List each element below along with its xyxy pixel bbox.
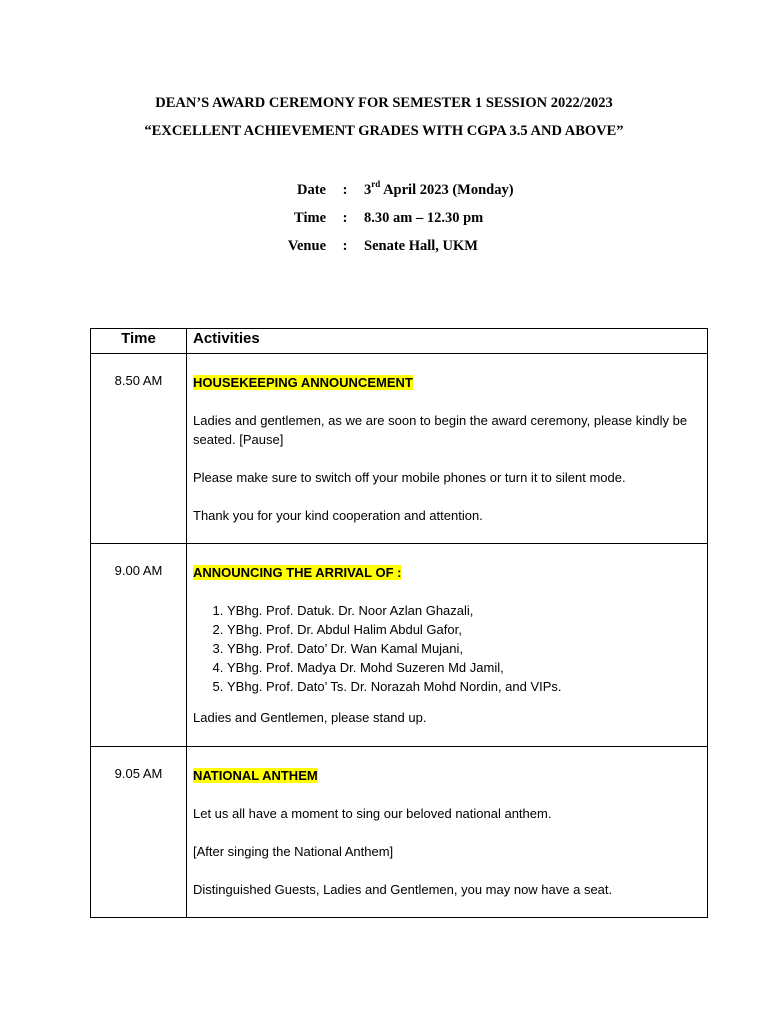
list-item: 5. YBhg. Prof. Dato’ Ts. Dr. Norazah Mohd Nordin, and VIPs. bbox=[227, 677, 701, 696]
venue-colon: : bbox=[342, 237, 348, 254]
date-suffix: rd bbox=[371, 178, 381, 189]
activity-paragraph: Let us all have a moment to sing our beloved national anthem. bbox=[193, 806, 552, 821]
list-item: 2. YBhg. Prof. Dr. Abdul Halim Abdul Gafor, bbox=[227, 620, 701, 639]
activity-paragraph: Ladies and gentlemen, as we are soon to begin the award ceremony, please kindly be seated. [Pause] bbox=[193, 413, 688, 447]
list-item: 3. YBhg. Prof. Dato’ Dr. Wan Kamal Mujani, bbox=[227, 639, 701, 658]
date-row bbox=[276, 176, 514, 204]
event-details bbox=[276, 176, 514, 260]
time-value: 8.30 am – 12.30 pm bbox=[364, 209, 484, 226]
row-time: 9.00 AM bbox=[91, 544, 187, 747]
row-time: 9.05 AM bbox=[91, 747, 187, 918]
date-value bbox=[364, 178, 514, 199]
activity-heading: NATIONAL ANTHEM bbox=[193, 768, 318, 783]
row-activity bbox=[187, 544, 708, 747]
time-label: Time bbox=[294, 209, 326, 226]
activity-heading: ANNOUNCING THE ARRIVAL OF : bbox=[193, 565, 402, 580]
header-activities: Activities bbox=[187, 329, 708, 354]
time-row bbox=[276, 204, 514, 232]
date-rest: April 2023 (Monday) bbox=[380, 181, 514, 198]
activity-paragraph: Thank you for your kind cooperation and attention. bbox=[193, 508, 483, 523]
date-day: 3 bbox=[364, 181, 372, 198]
time-colon: : bbox=[342, 209, 348, 226]
table-row bbox=[91, 354, 708, 544]
list-item: 4. YBhg. Prof. Madya Dr. Mohd Suzeren Md Jamil, bbox=[227, 658, 701, 677]
activity-paragraph: Ladies and Gentlemen, please stand up. bbox=[193, 710, 427, 725]
list-item: 1. YBhg. Prof. Datuk. Dr. Noor Azlan Ghazali, bbox=[227, 601, 701, 620]
header-time: Time bbox=[91, 329, 187, 354]
venue-value: Senate Hall, UKM bbox=[364, 237, 478, 254]
table-header-row bbox=[91, 329, 708, 354]
table-row bbox=[91, 544, 708, 747]
title-line-2: “EXCELLENT ACHIEVEMENT GRADES WITH CGPA 3.5 AND ABOVE” bbox=[144, 123, 624, 139]
date-label: Date bbox=[297, 181, 326, 198]
activity-paragraph: [After singing the National Anthem] bbox=[193, 844, 394, 859]
row-activity bbox=[187, 354, 708, 544]
activity-heading: HOUSEKEEPING ANNOUNCEMENT bbox=[193, 375, 413, 390]
schedule-table bbox=[90, 328, 708, 918]
document-header bbox=[0, 92, 768, 148]
activity-paragraph: Please make sure to switch off your mobile phones or turn it to silent mode. bbox=[193, 470, 626, 485]
guest-list bbox=[193, 601, 701, 696]
title-line-1: DEAN’S AWARD CEREMONY FOR SEMESTER 1 SESSION 2022/2023 bbox=[155, 95, 613, 111]
table-row bbox=[91, 747, 708, 918]
venue-row bbox=[276, 232, 514, 260]
venue-label: Venue bbox=[287, 237, 326, 254]
activity-paragraph: Distinguished Guests, Ladies and Gentlemen, you may now have a seat. bbox=[193, 882, 613, 897]
row-time: 8.50 AM bbox=[91, 354, 187, 544]
date-colon: : bbox=[342, 181, 348, 198]
row-activity bbox=[187, 747, 708, 918]
